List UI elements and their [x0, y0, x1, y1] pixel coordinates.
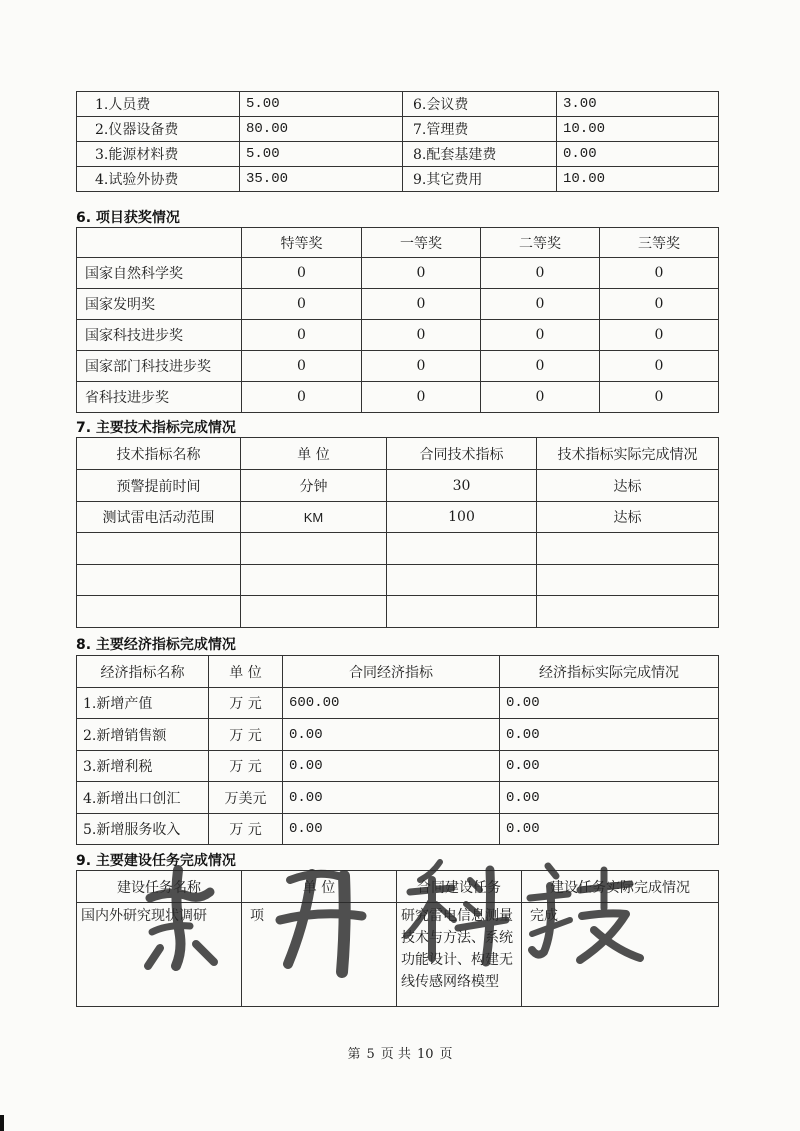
current-page-number: 5: [366, 1047, 375, 1062]
budget-value: 5.00: [240, 142, 403, 167]
budget-value: 0.00: [557, 142, 719, 167]
section-title-econ: 8. 主要经济指标完成情况: [76, 637, 236, 653]
award-name: 国家部门科技进步奖: [77, 351, 242, 382]
award-count: 0: [481, 382, 600, 413]
econ-actual-value: 0.00: [500, 751, 719, 782]
empty-cell: [77, 533, 241, 565]
empty-cell: [387, 596, 537, 628]
empty-cell: [241, 565, 387, 596]
column-header: 经济指标名称: [77, 656, 209, 688]
econ-unit: 万 元: [209, 814, 283, 845]
award-count: 0: [362, 351, 481, 382]
tech-actual-status: 达标: [537, 502, 719, 533]
empty-cell: [241, 596, 387, 628]
table-row: [77, 320, 719, 351]
award-name: 国家发明奖: [77, 289, 242, 320]
econ-contract-value: 0.00: [283, 719, 500, 751]
econ-unit: 万美元: [209, 782, 283, 814]
tasks-table: [76, 870, 719, 1007]
table-row: [77, 719, 719, 751]
award-count: 0: [362, 258, 481, 289]
budget-value: 5.00: [240, 92, 403, 117]
econ-table: [76, 655, 719, 845]
budget-label: 8.配套基建费: [403, 142, 557, 167]
econ-indicator-name: 1.新增产值: [77, 688, 209, 719]
column-header: 单 位: [209, 656, 283, 688]
budget-value: 80.00: [240, 117, 403, 142]
award-count: 0: [242, 289, 362, 320]
econ-indicator-name: 5.新增服务收入: [77, 814, 209, 845]
table-row: [77, 596, 719, 628]
award-count: 0: [600, 351, 719, 382]
column-header: 合同建设任务: [397, 871, 522, 903]
tasks-header-row: [77, 871, 719, 903]
column-header: 特等奖: [242, 228, 362, 258]
table-row: [77, 688, 719, 719]
column-header: 单 位: [242, 871, 397, 903]
table-row: [77, 751, 719, 782]
award-count: 0: [242, 320, 362, 351]
table-row: [77, 565, 719, 596]
empty-cell: [77, 596, 241, 628]
award-name: 国家自然科学奖: [77, 258, 242, 289]
section-title-tech: 7. 主要技术指标完成情况: [76, 420, 236, 436]
award-name: 国家科技进步奖: [77, 320, 242, 351]
empty-cell: [537, 533, 719, 565]
budget-label: 4.试验外协费: [77, 167, 240, 192]
award-count: 0: [600, 258, 719, 289]
budget-label: 7.管理费: [403, 117, 557, 142]
table-row: [77, 782, 719, 814]
empty-cell: [241, 533, 387, 565]
budget-label: 2.仪器设备费: [77, 117, 240, 142]
footer-mid: 页 共: [380, 1047, 411, 1062]
empty-cell: [537, 596, 719, 628]
budget-value: 35.00: [240, 167, 403, 192]
column-header: 合同经济指标: [283, 656, 500, 688]
award-count: 0: [600, 382, 719, 413]
award-count: 0: [481, 289, 600, 320]
tech-table: [76, 437, 719, 628]
econ-actual-value: 0.00: [500, 782, 719, 814]
column-header: [77, 228, 242, 258]
econ-contract-value: 0.00: [283, 751, 500, 782]
budget-label: 3.能源材料费: [77, 142, 240, 167]
tech-unit: 分钟: [241, 470, 387, 502]
table-row: [77, 814, 719, 845]
section-title-awards: 6. 项目获奖情况: [76, 210, 180, 226]
task-name: 国内外研究现状调研: [77, 903, 242, 1007]
tech-actual-status: 达标: [537, 470, 719, 502]
budget-label: 6.会议费: [403, 92, 557, 117]
empty-cell: [77, 565, 241, 596]
column-header: 三等奖: [600, 228, 719, 258]
budget-table: [76, 91, 719, 192]
award-count: 0: [481, 320, 600, 351]
econ-actual-value: 0.00: [500, 719, 719, 751]
budget-row: [77, 142, 719, 167]
award-count: 0: [481, 351, 600, 382]
econ-indicator-name: 2.新增销售额: [77, 719, 209, 751]
award-count: 0: [242, 351, 362, 382]
table-row: [77, 351, 719, 382]
awards-header-row: [77, 228, 719, 258]
task-contract: 研究雷电信息测量技术与方法、系统功能设计、构建无线传感网络模型: [397, 903, 522, 1007]
column-header: 技术指标实际完成情况: [537, 438, 719, 470]
section-title-tasks: 9. 主要建设任务完成情况: [76, 853, 236, 869]
award-name: 省科技进步奖: [77, 382, 242, 413]
award-count: 0: [242, 382, 362, 413]
table-row: [77, 533, 719, 565]
budget-row: [77, 92, 719, 117]
column-header: 合同技术指标: [387, 438, 537, 470]
budget-label: 1.人员费: [77, 92, 240, 117]
budget-value: 3.00: [557, 92, 719, 117]
table-row: [77, 382, 719, 413]
table-row: [77, 289, 719, 320]
budget-value: 10.00: [557, 117, 719, 142]
award-count: 0: [362, 320, 481, 351]
empty-cell: [387, 565, 537, 596]
econ-indicator-name: 3.新增利税: [77, 751, 209, 782]
tech-indicator-name: 测试雷电活动范围: [77, 502, 241, 533]
tech-indicator-name: 预警提前时间: [77, 470, 241, 502]
tech-unit: KM: [241, 502, 387, 533]
tech-contract-target: 30: [387, 470, 537, 502]
table-row: [77, 258, 719, 289]
task-actual-status: 完成: [522, 903, 719, 1007]
econ-contract-value: 600.00: [283, 688, 500, 719]
footer-suffix: 页: [439, 1047, 453, 1062]
econ-actual-value: 0.00: [500, 688, 719, 719]
table-row: [77, 903, 719, 1007]
column-header: 技术指标名称: [77, 438, 241, 470]
column-header: 单 位: [241, 438, 387, 470]
scan-edge-mark: [0, 1115, 4, 1131]
task-unit: 项: [242, 903, 397, 1007]
award-count: 0: [481, 258, 600, 289]
empty-cell: [537, 565, 719, 596]
column-header: 经济指标实际完成情况: [500, 656, 719, 688]
award-count: 0: [362, 289, 481, 320]
award-count: 0: [600, 320, 719, 351]
empty-cell: [387, 533, 537, 565]
award-count: 0: [600, 289, 719, 320]
budget-label: 9.其它费用: [403, 167, 557, 192]
column-header: 一等奖: [362, 228, 481, 258]
budget-value: 10.00: [557, 167, 719, 192]
budget-row: [77, 167, 719, 192]
footer-prefix: 第: [347, 1047, 361, 1062]
column-header: 建设任务实际完成情况: [522, 871, 719, 903]
table-row: [77, 502, 719, 533]
award-count: 0: [242, 258, 362, 289]
econ-indicator-name: 4.新增出口创汇: [77, 782, 209, 814]
tech-contract-target: 100: [387, 502, 537, 533]
awards-table: [76, 227, 719, 413]
column-header: 二等奖: [481, 228, 600, 258]
econ-unit: 万 元: [209, 751, 283, 782]
page-footer: [0, 1043, 800, 1062]
total-pages: 10: [416, 1047, 434, 1062]
column-header: 建设任务名称: [77, 871, 242, 903]
tech-header-row: [77, 438, 719, 470]
budget-row: [77, 117, 719, 142]
award-count: 0: [362, 382, 481, 413]
econ-actual-value: 0.00: [500, 814, 719, 845]
table-row: [77, 470, 719, 502]
econ-unit: 万 元: [209, 688, 283, 719]
econ-contract-value: 0.00: [283, 814, 500, 845]
econ-unit: 万 元: [209, 719, 283, 751]
econ-contract-value: 0.00: [283, 782, 500, 814]
econ-header-row: [77, 656, 719, 688]
